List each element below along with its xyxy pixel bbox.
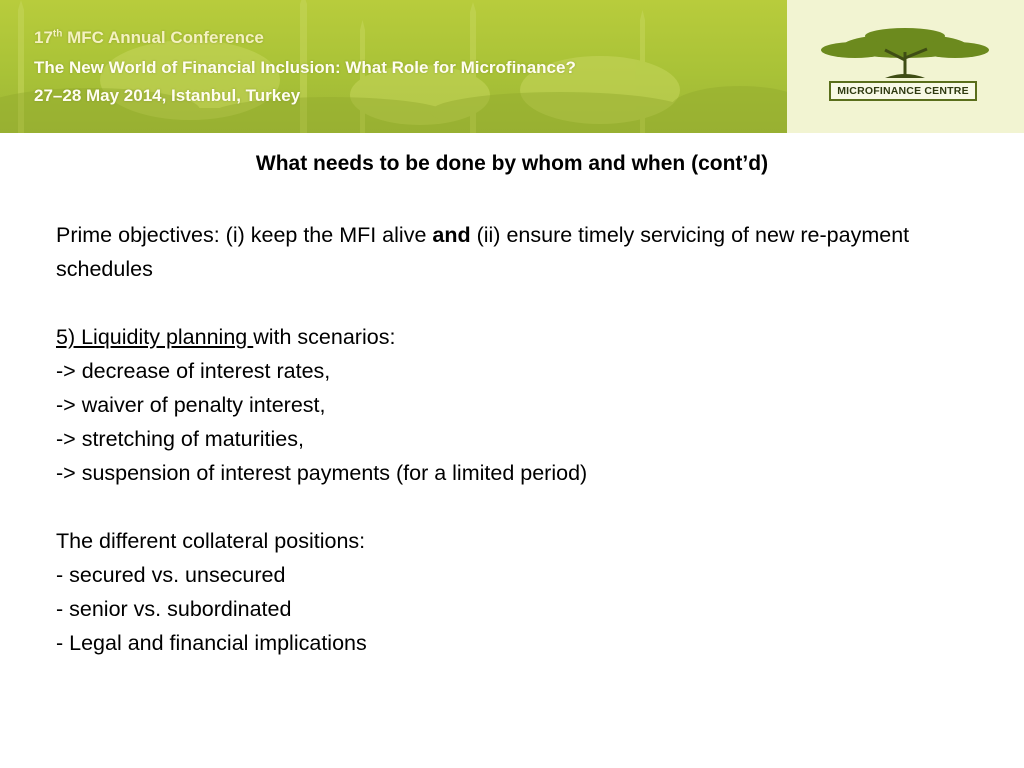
liquidity-planning-label: 5) Liquidity planning <box>56 325 254 349</box>
collateral-item: - Legal and financial implications <box>56 631 367 655</box>
liquidity-item: -> waiver of penalty interest, <box>56 393 326 417</box>
conference-name: 17th MFC Annual Conference <box>34 28 264 47</box>
liquidity-item: -> decrease of interest rates, <box>56 359 331 383</box>
conference-theme: The New World of Financial Inclusion: What Role for Microfinance? <box>34 58 576 77</box>
tree-logo-icon <box>815 28 995 80</box>
slide-title: What needs to be done by whom and when (cont’d) <box>255 152 769 175</box>
collateral-item: - secured vs. unsecured <box>56 563 286 587</box>
collateral-heading: The different collateral positions: <box>56 529 366 553</box>
collateral-item: - senior vs. subordinated <box>56 597 292 621</box>
emphasis-and: and <box>432 223 471 247</box>
liquidity-item: -> stretching of maturities, <box>56 427 304 451</box>
header-banner <box>0 0 1024 133</box>
slide-body <box>56 218 976 660</box>
conference-date-location: 27–28 May 2014, Istanbul, Turkey <box>34 86 301 105</box>
microfinance-centre-logo: MICROFINANCE CENTRE <box>829 81 977 101</box>
liquidity-heading: 5) Liquidity planning with scenarios: <box>56 325 396 349</box>
banner-photo <box>0 0 787 133</box>
prime-objectives: Prime objectives: (i) keep the MFI alive and (ii) ensure timely servicing of new re-payment schedules <box>56 223 910 281</box>
liquidity-item: -> suspension of interest payments (for a limited period) <box>56 461 588 485</box>
